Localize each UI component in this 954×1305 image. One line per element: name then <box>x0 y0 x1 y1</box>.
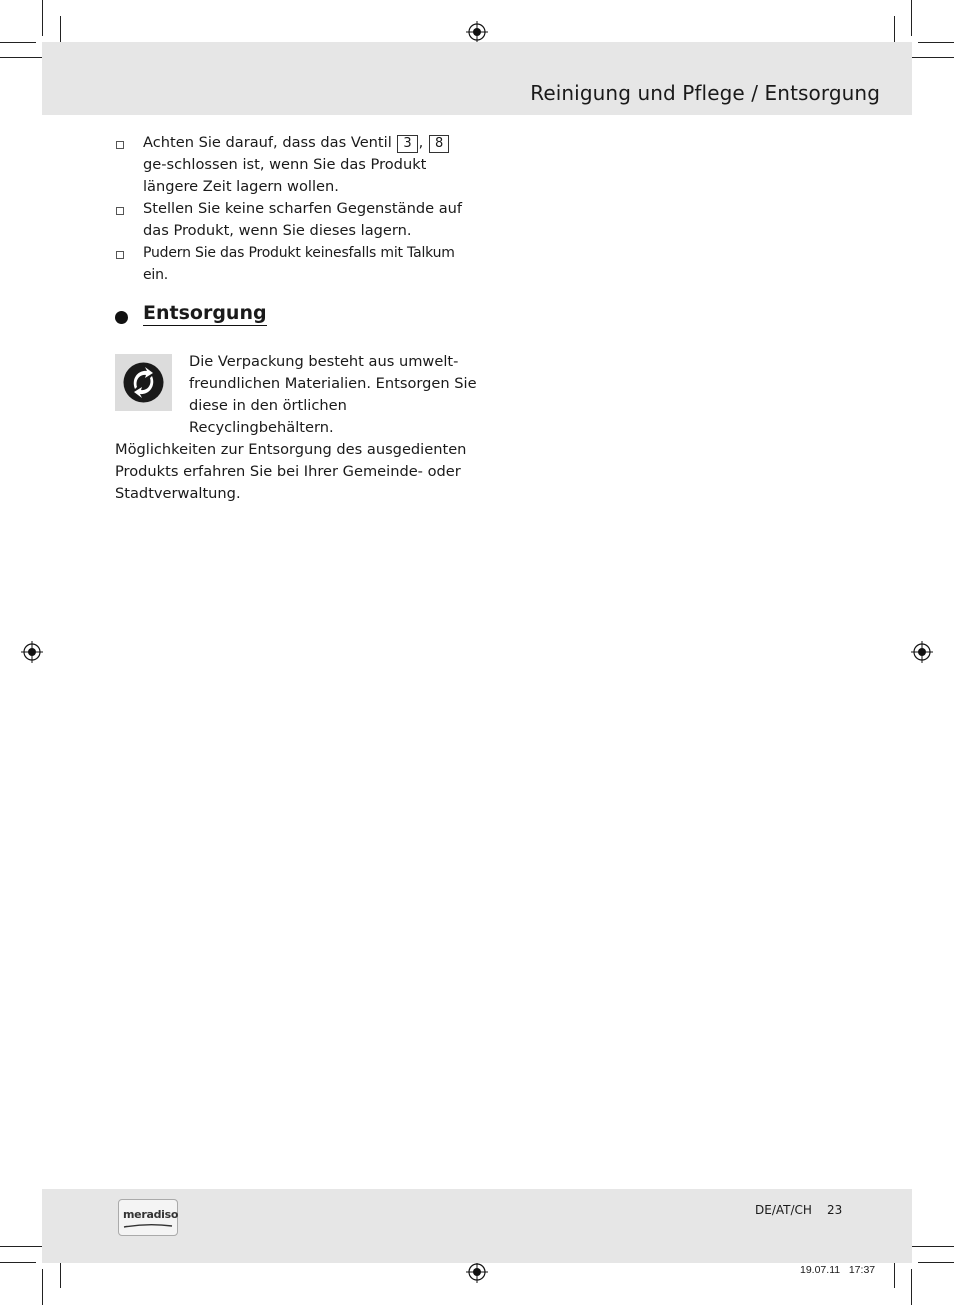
list-item-text: Stellen Sie keine scharfen Gegenstände auf das Produkt, wenn Sie dieses lagern. <box>143 200 463 239</box>
part-reference: 8 <box>429 135 449 153</box>
list-item <box>115 198 475 242</box>
crop-mark <box>911 0 912 36</box>
crop-mark <box>918 42 954 43</box>
logo-text: meradiso <box>123 1208 179 1221</box>
registration-mark-icon <box>21 641 43 663</box>
checkbox-bullet-icon <box>116 251 124 259</box>
bullet-list <box>115 132 475 286</box>
bullet-dot-icon <box>115 311 128 324</box>
list-item-text: Achten Sie darauf, dass das Ventil <box>143 134 392 151</box>
page-title: Reinigung und Pflege / Entsorgung <box>530 81 880 105</box>
registration-mark-icon <box>466 21 488 43</box>
crop-mark <box>0 1262 36 1263</box>
registration-mark-icon <box>911 641 933 663</box>
crop-mark <box>906 57 954 58</box>
crop-mark <box>42 1269 43 1305</box>
registration-mark-icon <box>466 1261 488 1283</box>
disposal-note: Möglichkeiten zur Entsorgung des ausgedienten Produkts erfahren Sie bei Ihrer Gemeinde- oder Stadtverwaltung. <box>115 441 467 502</box>
section-title: Entsorgung <box>143 302 267 324</box>
crop-mark <box>906 1246 954 1247</box>
packaging-note: Die Verpackung besteht aus umwelt-freundlichen Materialien. Entsorgen Sie diese in den örtlichen Recyclingbehältern. <box>189 353 477 436</box>
brand-logo <box>118 1199 178 1236</box>
checkbox-bullet-icon <box>116 207 124 215</box>
list-item <box>115 132 475 198</box>
crop-mark <box>0 57 48 58</box>
page-number: 23 <box>827 1203 843 1217</box>
crop-mark <box>42 0 43 36</box>
logo-swoosh-icon <box>123 1223 173 1229</box>
recycle-symbol-icon <box>115 354 172 411</box>
green-dot-recycling-icon <box>115 354 172 411</box>
crop-mark <box>911 1269 912 1305</box>
list-item-text: ge-schlossen ist, wenn Sie das Produkt längere Zeit lagern wollen. <box>143 156 427 195</box>
checkbox-bullet-icon <box>116 141 124 149</box>
crop-mark <box>0 42 36 43</box>
list-item <box>115 242 475 286</box>
crop-mark <box>918 1262 954 1263</box>
language-codes: DE/AT/CH <box>755 1203 812 1217</box>
print-timestamp: 19.07.11 17:37 <box>800 1264 876 1276</box>
list-item-text: Pudern Sie das Produkt keinesfalls mit Talkum ein. <box>143 245 455 283</box>
separator: , <box>418 134 424 151</box>
care-instructions <box>115 132 475 286</box>
part-reference: 3 <box>397 135 417 153</box>
crop-mark <box>0 1246 48 1247</box>
